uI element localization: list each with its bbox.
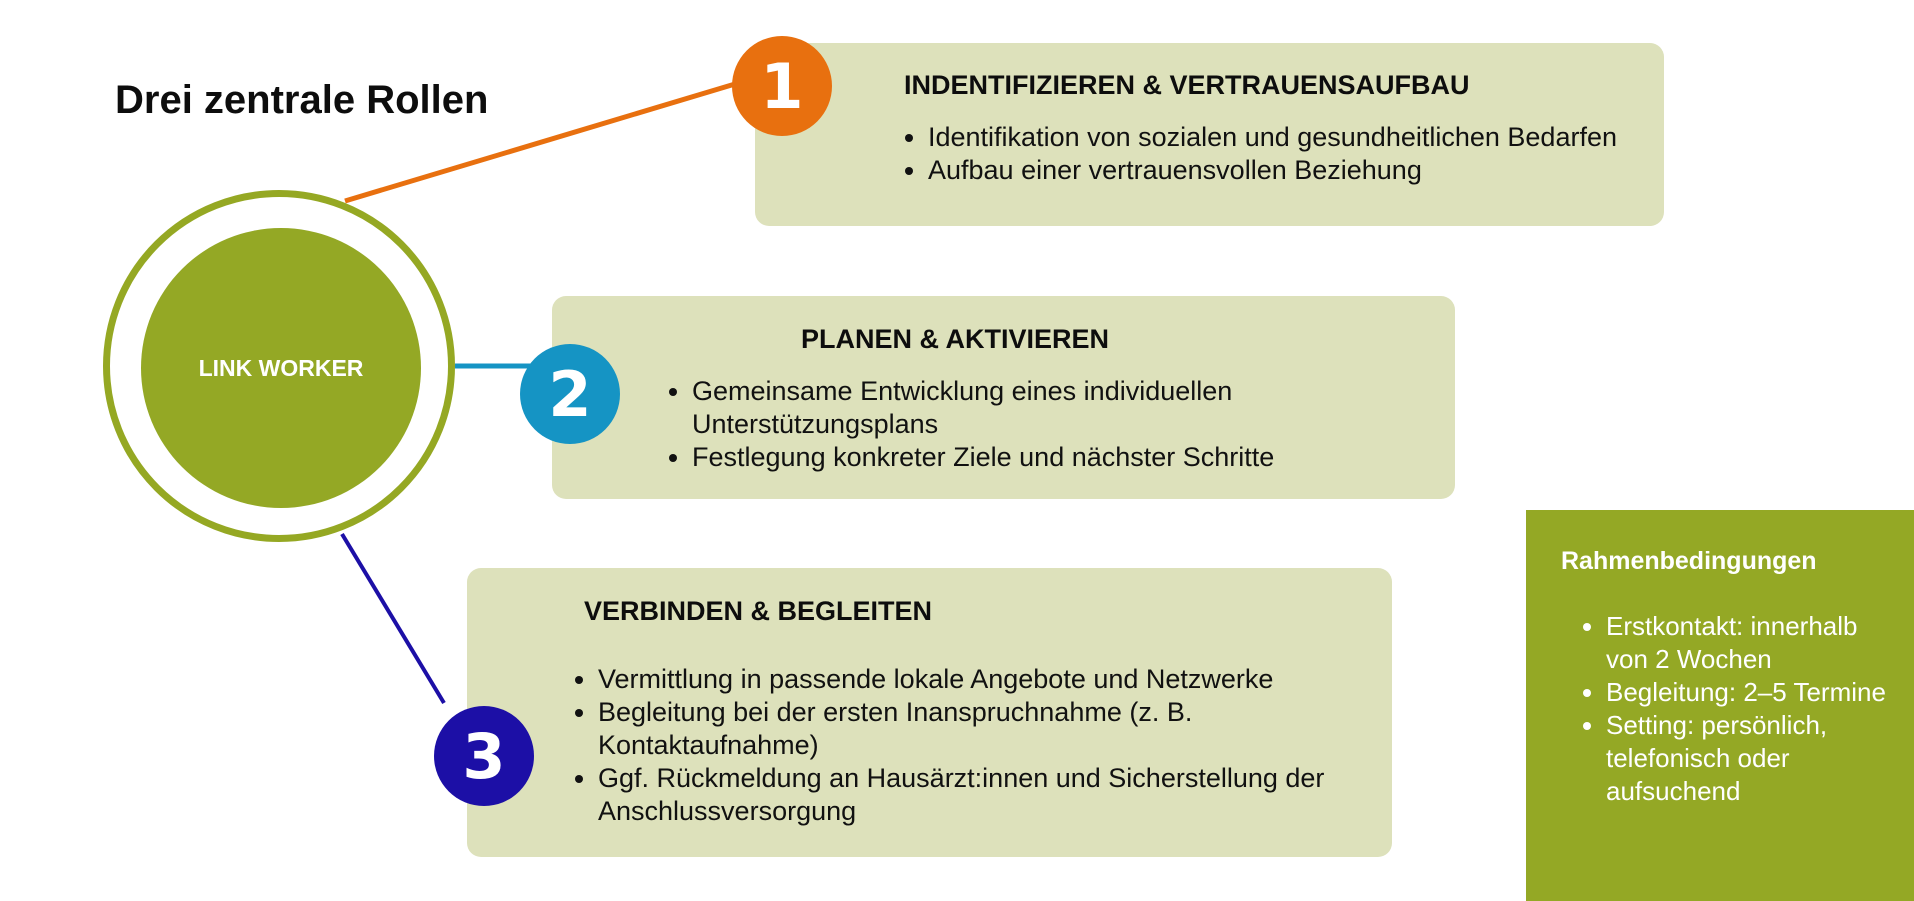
framework-condition-item: • Erstkontakt: innerhalb von 2 Wochen — [1606, 610, 1896, 676]
role-box-2 — [552, 296, 1455, 499]
role-number-2: 2 — [520, 344, 620, 444]
framework-conditions-heading: Rahmenbedingungen — [1561, 547, 1817, 575]
page-title: Drei zentrale Rollen — [115, 78, 489, 122]
role-number-3: 3 — [434, 706, 534, 806]
hub-label: LINK WORKER — [198, 354, 364, 381]
role-1-heading: INDENTIFIZIEREN & VERTRAUENSAUFBAU — [904, 70, 1470, 100]
framework-condition-item: • Begleitung: 2–5 Termine — [1606, 676, 1896, 709]
role-3-bullet: • Vermittlung in passende lokale Angebote und Netzwerke — [598, 663, 1398, 696]
role-3-bullet: • Begleitung bei der ersten Inanspruchnahme (z. B. Kontaktaufnahme) — [598, 696, 1398, 762]
role-1-bullet: • Identifikation von sozialen und gesundheitlichen Bedarfen — [928, 121, 1668, 154]
role-2-bullet: • Festlegung konkreter Ziele und nächster Schritte — [692, 441, 1292, 474]
role-1-bullet: • Aufbau einer vertrauensvollen Beziehung — [928, 154, 1668, 187]
role-3-bullet-list — [570, 663, 1398, 828]
framework-conditions-panel — [1526, 510, 1914, 901]
framework-conditions-list — [1576, 610, 1896, 808]
role-3-heading: VERBINDEN & BEGLEITEN — [584, 596, 933, 626]
role-1-bullet-list — [900, 121, 1668, 187]
role-box-3 — [467, 568, 1392, 857]
role-box-1 — [755, 43, 1664, 226]
role-number-1: 1 — [732, 36, 832, 136]
framework-condition-item: • Setting: persönlich, telefonisch oder aufsuchend — [1606, 709, 1896, 808]
role-3-bullet: • Ggf. Rückmeldung an Hausärzt:innen und Sicherstellung der Anschlussversorgung — [598, 762, 1398, 828]
role-2-bullet-list — [664, 375, 1292, 474]
hub-circle — [141, 228, 421, 508]
role-2-bullet: • Gemeinsame Entwicklung eines individuellen Unterstützungsplans — [692, 375, 1292, 441]
connector-role-3 — [342, 534, 444, 703]
role-2-heading: PLANEN & AKTIVIEREN — [801, 324, 1110, 354]
